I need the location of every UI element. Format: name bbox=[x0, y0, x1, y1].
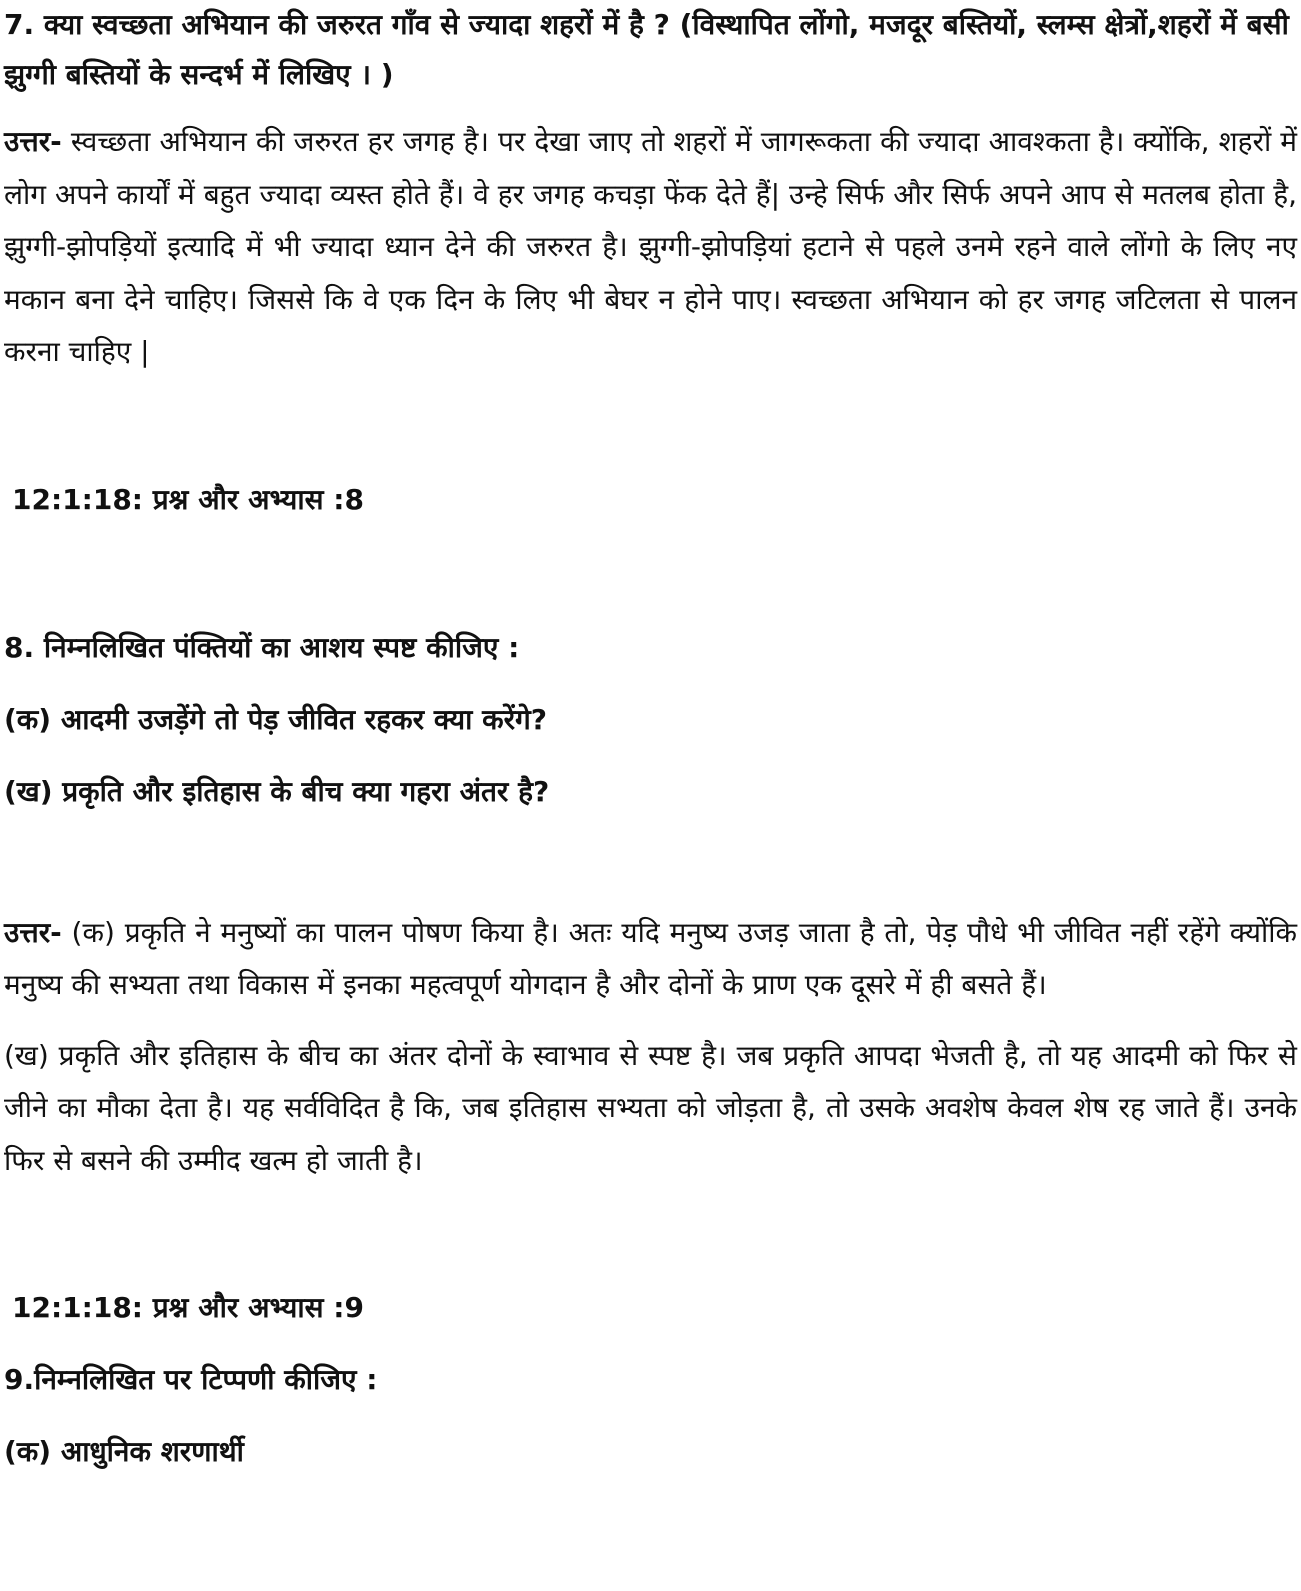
answer-8-part-a bbox=[4, 907, 1297, 1012]
question-7: 7. क्या स्वच्छता अभियान की जरुरत गाँव से ज्यादा शहरों में है ? (विस्थापित लोंगो, मजदूर बस्तियों, स्लम्स क्षेत्रों,शहरों में बसी झुग्गी बस्तियों के सन्दर्भ में लिखिए । ) bbox=[4, 8, 1289, 91]
section-heading-9: 12:1:18: प्रश्न और अभ्यास :9 bbox=[12, 1291, 364, 1324]
answer-8-a-text: (क) प्रकृति ने मनुष्यों का पालन पोषण किया है। अतः यदि मनुष्य उजड़ जाता है तो, पेड़ पौधे भी जीवित नहीं रहेंगे क्योंकि मनुष्य की सभ्यता तथा विकास में इनका महत्वपूर्ण योगदान है और दोनों के प्राण एक दूसरे में ही बसते हैं। bbox=[4, 915, 1297, 1001]
answer-7-text: स्वच्छता अभियान की जरुरत हर जगह है। पर देखा जाए तो शहरों में जागरूकता की ज्यादा आवश्कता है। क्योंकि, शहरों में लोग अपने कार्यों में बहुत ज्यादा व्यस्त होते हैं। वे हर जगह कचड़ा फेंक देते हैं| उन्हे सिर्फ और सिर्फ अपने आप से मतलब होता है, झुग्गी-झोपड़ियों इत्यादि में भी ज्यादा ध्यान देने की जरुरत है। झुग्गी-झोपड़ियां हटाने से पहले उनमे रहने वाले लोंगो के लिए नए मकान बना देने चाहिए। जिससे कि वे एक दिन के लिए भी बेघर न होने पाए। स्वच्छता अभियान को हर जगह जटिलता से पालन करना चाहिए | bbox=[4, 125, 1297, 368]
answer-7-lead: उत्तर- bbox=[4, 125, 62, 158]
question-8-part-a: (क) आदमी उजड़ेंगे तो पेड़ जीवित रहकर क्या करेंगे? bbox=[4, 702, 548, 736]
answer-8-part-b: (ख) प्रकृति और इतिहास के बीच का अंतर दोनों के स्वाभाव से स्पष्ट है। जब प्रकृति आपदा भेजती है, तो यह आदमी को फिर से जीने का मौका देता है। यह सर्वविदित है कि, जब इतिहास सभ्यता को जोड़ता है, तो उसके अवशेष केवल शेष रह जाते हैं। उनके फिर से बसने की उम्मीद खत्म हो जाती है। bbox=[4, 1038, 1297, 1177]
question-9-part-a: (क) आधुनिक शरणार्थी bbox=[4, 1435, 244, 1468]
question-9: 9.निम्नलिखित पर टिप्पणी कीजिए : bbox=[4, 1363, 378, 1396]
question-8-part-b: (ख) प्रकृति और इतिहास के बीच क्या गहरा अंतर है? bbox=[4, 774, 550, 808]
question-8: 8. निम्नलिखित पंक्तियों का आशय स्पष्ट कीजिए : bbox=[4, 630, 520, 664]
answer-7 bbox=[4, 116, 1297, 379]
answer-8-lead: उत्तर- bbox=[4, 915, 62, 949]
section-heading-8: 12:1:18: प्रश्न और अभ्यास :8 bbox=[12, 482, 364, 516]
